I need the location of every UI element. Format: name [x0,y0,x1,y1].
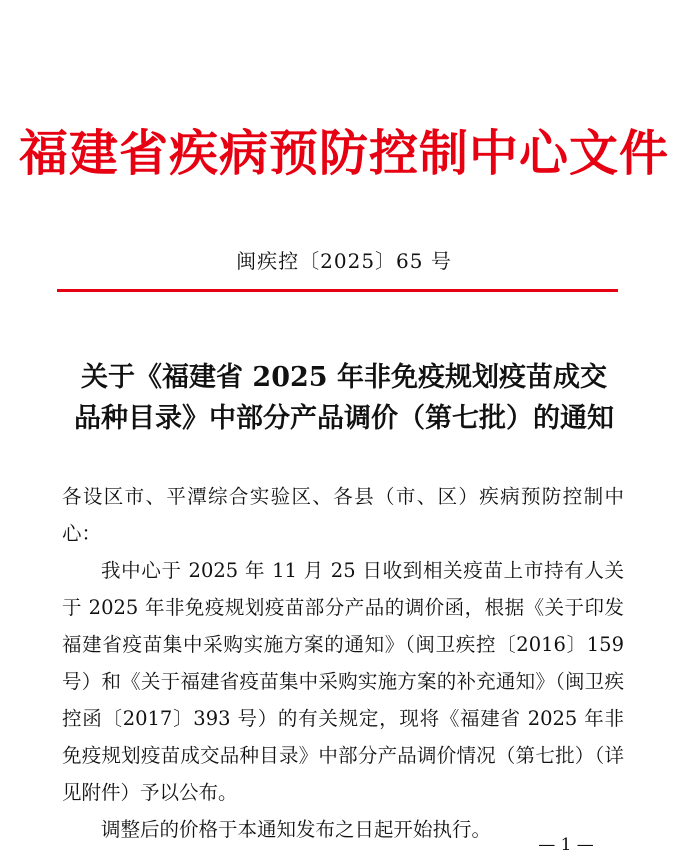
notice-title-line-2: 品种目录》中部分产品调价（第七批）的通知 [74,403,614,434]
document-header-title: 福建省疾病预防控制中心文件 [18,124,669,182]
notice-title-line-1: 关于《福建省 2025 年非免疫规划疫苗成交 [81,362,607,393]
document-number: 闽疾控〔2025〕65 号 [236,249,452,273]
notice-body [62,478,624,848]
header-red-divider [57,289,618,292]
body-paragraph-2: 调整后的价格于本通知发布之日起开始执行。 [101,818,492,841]
page-number: — 1 — [538,835,594,855]
notice-title [0,357,688,439]
body-paragraph-1: 我中心于 2025 年 11 月 25 日收到相关疫苗上市持有人关于 2025 年非免疫规划疫苗部分产品的调价函，根据《关于印发福建省疫苗集中采购实施方案的通知》（闽卫疾控〔2016〕159 号）和《关于福建省疫苗集中采购实施方案的补充通知》（闽卫疾控函〔2017〕393 号）的有关规定，现将《福建省 2025 年非免疫规划疫苗成交品种目录》中部分产品调价情况（第七批）（详见附件）予以公布。 [62,559,624,804]
salutation: 各设区市、平潭综合实验区、各县（市、区）疾病预防控制中心： [62,485,624,545]
